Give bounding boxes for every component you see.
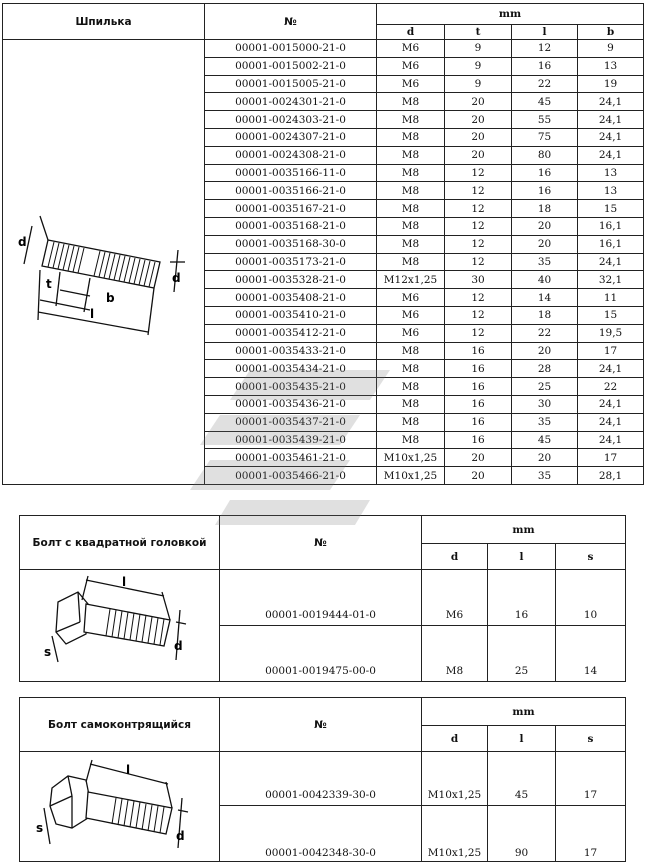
value-t: 12 — [445, 235, 512, 253]
stud-label-d-right: d — [172, 271, 181, 285]
value-t: 12 — [445, 306, 512, 324]
value-l: 30 — [512, 395, 578, 413]
part-number: 00001-0024308-21-0 — [205, 146, 377, 164]
value-d: M8 — [377, 378, 445, 396]
value-l: 22 — [512, 75, 578, 93]
value-l: 16 — [512, 57, 578, 75]
value-l: 16 — [512, 164, 578, 182]
value-b: 19 — [578, 75, 644, 93]
part-number: 00001-0024307-21-0 — [205, 128, 377, 146]
value-t: 16 — [445, 431, 512, 449]
square-bolt-title: Болт с квадратной головкой — [20, 516, 220, 570]
self-locking-bolt-label-d: d — [176, 829, 185, 843]
part-number: 00001-0035410-21-0 — [205, 306, 377, 324]
value-b: 19,5 — [578, 324, 644, 342]
part-number: 00001-0035412-21-0 — [205, 324, 377, 342]
value-l: 20 — [512, 235, 578, 253]
value-l: 25 — [512, 378, 578, 396]
value-l: 45 — [488, 752, 556, 806]
value-d: M8 — [377, 111, 445, 129]
value-t: 20 — [445, 128, 512, 146]
value-d: M6 — [377, 75, 445, 93]
value-b: 16,1 — [578, 235, 644, 253]
part-number: 00001-0042348-30-0 — [220, 806, 422, 862]
part-number: 00001-0035433-21-0 — [205, 342, 377, 360]
value-d: M8 — [377, 217, 445, 235]
self-locking-bolt-label-s: s — [36, 821, 44, 835]
value-t: 9 — [445, 40, 512, 58]
value-b: 28,1 — [578, 467, 644, 485]
part-number: 00001-0019475-00-0 — [220, 626, 422, 682]
value-s: 17 — [556, 806, 626, 862]
value-t: 20 — [445, 93, 512, 111]
value-b: 11 — [578, 289, 644, 307]
value-d: M8 — [377, 360, 445, 378]
value-t: 9 — [445, 57, 512, 75]
value-d: M8 — [377, 253, 445, 271]
square-bolt-label-l: l — [122, 575, 127, 589]
value-b: 24,1 — [578, 413, 644, 431]
value-l: 55 — [512, 111, 578, 129]
value-t: 12 — [445, 200, 512, 218]
stud-label-t: t — [46, 277, 52, 291]
value-b: 24,1 — [578, 128, 644, 146]
value-l: 35 — [512, 253, 578, 271]
value-b: 24,1 — [578, 395, 644, 413]
stud-label-d-left: d — [18, 235, 27, 249]
value-t: 16 — [445, 360, 512, 378]
value-d: M8 — [377, 413, 445, 431]
value-l: 45 — [512, 431, 578, 449]
value-d: M8 — [377, 128, 445, 146]
value-l: 28 — [512, 360, 578, 378]
stud-title: Шпилька — [3, 4, 205, 40]
part-number: 00001-0024303-21-0 — [205, 111, 377, 129]
value-l: 22 — [512, 324, 578, 342]
value-t: 20 — [445, 467, 512, 485]
value-t: 16 — [445, 378, 512, 396]
value-l: 20 — [512, 449, 578, 467]
part-number: 00001-0035437-21-0 — [205, 413, 377, 431]
col-l: l — [512, 25, 578, 40]
value-d: M10x1,25 — [377, 467, 445, 485]
value-t: 12 — [445, 182, 512, 200]
value-d: M10x1,25 — [377, 449, 445, 467]
number-header: № — [220, 698, 422, 752]
square-bolt-label-d: d — [174, 639, 183, 653]
value-d: M8 — [377, 146, 445, 164]
col-s: s — [556, 726, 626, 752]
part-number: 00001-0035466-21-0 — [205, 467, 377, 485]
col-s: s — [556, 544, 626, 570]
value-b: 24,1 — [578, 146, 644, 164]
part-number: 00001-0024301-21-0 — [205, 93, 377, 111]
part-number: 00001-0035167-21-0 — [205, 200, 377, 218]
part-number: 00001-0035436-21-0 — [205, 395, 377, 413]
value-d: M8 — [377, 235, 445, 253]
value-t: 16 — [445, 395, 512, 413]
part-number: 00001-0035408-21-0 — [205, 289, 377, 307]
part-number: 00001-0035435-21-0 — [205, 378, 377, 396]
value-s: 17 — [556, 752, 626, 806]
value-d: M8 — [377, 395, 445, 413]
value-d: M8 — [422, 626, 488, 682]
value-b: 17 — [578, 449, 644, 467]
value-l: 16 — [488, 570, 556, 626]
value-d: M6 — [377, 40, 445, 58]
value-d: M12x1,25 — [377, 271, 445, 289]
value-b: 13 — [578, 164, 644, 182]
self-locking-bolt-title: Болт самоконтрящийся — [20, 698, 220, 752]
part-number: 00001-0015002-21-0 — [205, 57, 377, 75]
part-number: 00001-0035173-21-0 — [205, 253, 377, 271]
part-number: 00001-0042339-30-0 — [220, 752, 422, 806]
part-number: 00001-0019444-01-0 — [220, 570, 422, 626]
value-b: 24,1 — [578, 360, 644, 378]
value-l: 35 — [512, 467, 578, 485]
value-b: 15 — [578, 306, 644, 324]
value-d: M6 — [377, 57, 445, 75]
col-d: d — [377, 25, 445, 40]
value-d: M8 — [377, 200, 445, 218]
value-t: 9 — [445, 75, 512, 93]
value-b: 22 — [578, 378, 644, 396]
part-number: 00001-0035166-21-0 — [205, 182, 377, 200]
col-d: d — [422, 726, 488, 752]
number-header: № — [205, 4, 377, 40]
value-t: 16 — [445, 413, 512, 431]
value-l: 90 — [488, 806, 556, 862]
value-t: 12 — [445, 217, 512, 235]
value-s: 14 — [556, 626, 626, 682]
table-row — [3, 40, 644, 58]
self-locking-bolt-drawing — [30, 752, 210, 860]
self-locking-bolt-label-l: l — [126, 763, 131, 777]
col-l: l — [488, 726, 556, 752]
value-b: 24,1 — [578, 93, 644, 111]
stud-label-l: l — [90, 307, 95, 321]
value-d: M8 — [377, 342, 445, 360]
part-number: 00001-0015005-21-0 — [205, 75, 377, 93]
col-t: t — [445, 25, 512, 40]
part-number: 00001-0035168-30-0 — [205, 235, 377, 253]
value-b: 32,1 — [578, 271, 644, 289]
value-d: M10x1,25 — [422, 752, 488, 806]
value-d: M8 — [377, 182, 445, 200]
part-number: 00001-0035168-21-0 — [205, 217, 377, 235]
value-t: 12 — [445, 164, 512, 182]
value-b: 15 — [578, 200, 644, 218]
value-b: 24,1 — [578, 253, 644, 271]
unit-header: mm — [377, 4, 644, 25]
value-l: 18 — [512, 306, 578, 324]
value-l: 25 — [488, 626, 556, 682]
value-b: 24,1 — [578, 111, 644, 129]
value-l: 18 — [512, 200, 578, 218]
value-d: M10x1,25 — [422, 806, 488, 862]
unit-header: mm — [422, 698, 626, 726]
value-d: M8 — [377, 93, 445, 111]
col-l: l — [488, 544, 556, 570]
number-header: № — [220, 516, 422, 570]
value-d: M8 — [377, 164, 445, 182]
value-t: 12 — [445, 253, 512, 271]
part-number: 00001-0035166-11-0 — [205, 164, 377, 182]
value-l: 20 — [512, 217, 578, 235]
value-l: 80 — [512, 146, 578, 164]
stud-label-b: b — [106, 291, 115, 305]
value-d: M6 — [377, 306, 445, 324]
square-bolt-label-s: s — [44, 645, 52, 659]
part-number: 00001-0015000-21-0 — [205, 40, 377, 58]
unit-header: mm — [422, 516, 626, 544]
part-number: 00001-0035439-21-0 — [205, 431, 377, 449]
value-d: M6 — [422, 570, 488, 626]
value-l: 20 — [512, 342, 578, 360]
value-d: M6 — [377, 289, 445, 307]
value-l: 35 — [512, 413, 578, 431]
value-t: 12 — [445, 324, 512, 342]
value-l: 16 — [512, 182, 578, 200]
value-d: M6 — [377, 324, 445, 342]
value-b: 24,1 — [578, 431, 644, 449]
value-t: 12 — [445, 289, 512, 307]
value-b: 13 — [578, 182, 644, 200]
col-d: d — [422, 544, 488, 570]
square-bolt-drawing — [30, 572, 210, 682]
value-t: 20 — [445, 111, 512, 129]
value-l: 12 — [512, 40, 578, 58]
value-t: 20 — [445, 449, 512, 467]
part-number: 00001-0035434-21-0 — [205, 360, 377, 378]
stud-drawing — [10, 200, 195, 350]
value-l: 45 — [512, 93, 578, 111]
value-d: M8 — [377, 431, 445, 449]
value-t: 20 — [445, 146, 512, 164]
value-b: 13 — [578, 57, 644, 75]
value-l: 14 — [512, 289, 578, 307]
value-b: 17 — [578, 342, 644, 360]
value-l: 40 — [512, 271, 578, 289]
value-b: 16,1 — [578, 217, 644, 235]
value-l: 75 — [512, 128, 578, 146]
part-number: 00001-0035461-21-0 — [205, 449, 377, 467]
value-b: 9 — [578, 40, 644, 58]
part-number: 00001-0035328-21-0 — [205, 271, 377, 289]
value-t: 16 — [445, 342, 512, 360]
value-s: 10 — [556, 570, 626, 626]
col-b: b — [578, 25, 644, 40]
value-t: 30 — [445, 271, 512, 289]
